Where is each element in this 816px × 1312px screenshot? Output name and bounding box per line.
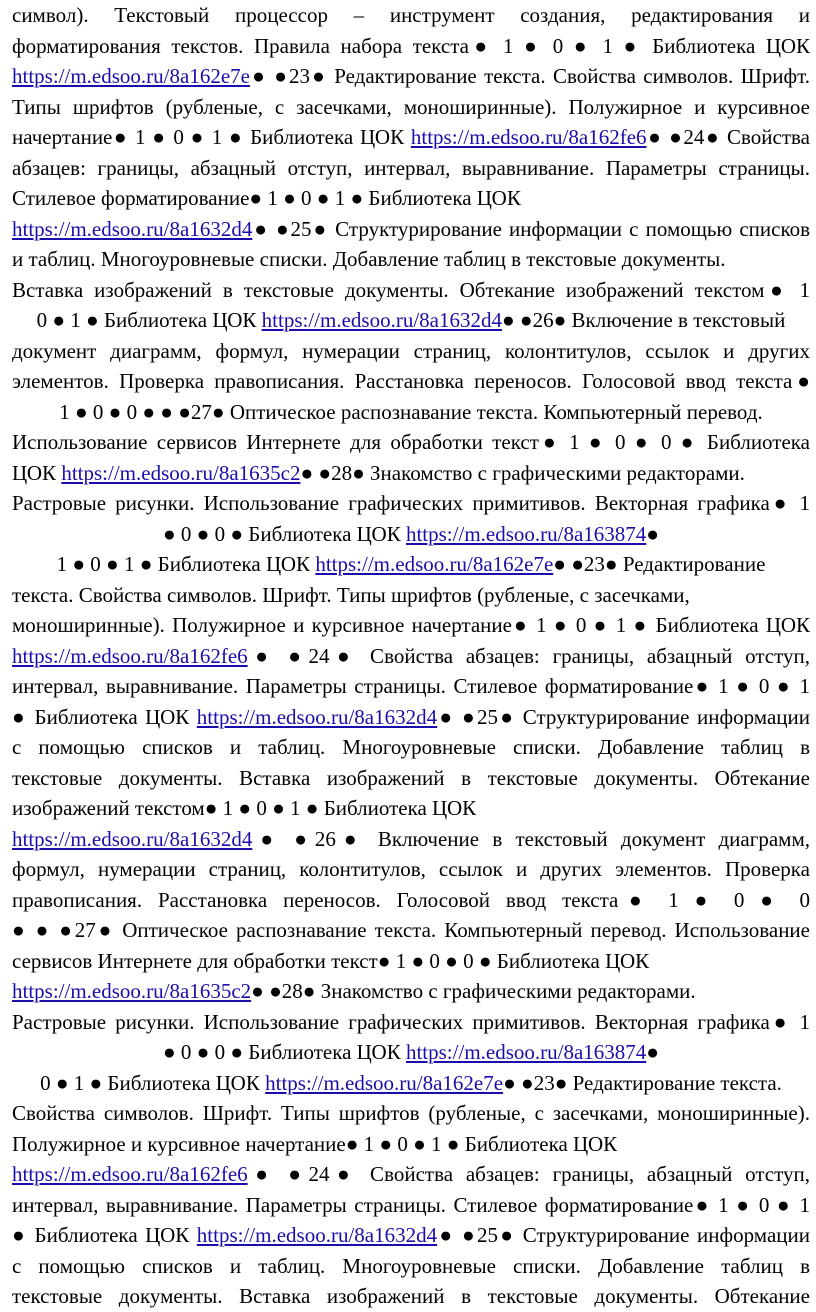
- line-text: ● ● ●27● Оптическое распознавание текста. Компьютерный перевод. Использование: [12, 918, 810, 942]
- line-text: ● ●26● Включение в текстовый: [501, 308, 786, 332]
- line-text: изображений текстом● 1 ● 0 ● 1 ● Библиотека ЦОК: [12, 796, 477, 820]
- line-text: интервал, выравнивание. Параметры страницы. Стилевое форматирование● 1 ● 0 ● 1: [12, 674, 810, 698]
- line-text: ● ●23● Редактирование: [553, 552, 766, 576]
- edsoo-library-link[interactable]: https://m.edsoo.ru/8a162fe6: [410, 125, 647, 149]
- text-line: [12, 1251, 810, 1282]
- edsoo-library-link[interactable]: https://m.edsoo.ru/8a1632d4: [12, 216, 253, 241]
- line-text: ● 0 ● 0 ● Библиотека ЦОК: [163, 521, 406, 546]
- text-line: [12, 610, 810, 641]
- line-text: с помощью списков и таблиц. Многоуровневые списки. Добавление таблиц в: [12, 735, 810, 759]
- line-text: ● 0 ● 0 ● Библиотека ЦОК: [163, 1040, 406, 1064]
- line-text: Растровые рисунки. Использование графических примитивов. Векторная графика● 1: [12, 491, 810, 515]
- line-text: начертание● 1 ● 0 ● 1 ● Библиотека ЦОК: [12, 125, 411, 149]
- line-text: 1 ● 0 ● 0 ● ● ●27● Оптическое распознавание текста. Компьютерный перевод.: [59, 399, 763, 424]
- line-text: ● ●24● Свойства абзацев: границы, абзацный отступ,: [247, 1162, 810, 1186]
- text-line: [12, 458, 810, 489]
- text-line: [12, 671, 810, 702]
- text-line: [12, 305, 810, 336]
- text-line: [12, 641, 810, 672]
- text-line: [12, 275, 810, 306]
- text-line: [12, 519, 810, 550]
- line-text: ● ●25● Структурирование информации: [437, 704, 810, 729]
- text-line: [12, 92, 810, 123]
- edsoo-library-link[interactable]: https://m.edsoo.ru/8a1632d4: [261, 308, 502, 332]
- text-line: [12, 153, 810, 184]
- text-line: [12, 336, 810, 367]
- line-text: ●: [646, 1040, 659, 1064]
- text-line: [12, 549, 810, 580]
- line-text: ● ●25● Структурирование информации: [437, 1223, 810, 1247]
- text-line: [12, 244, 810, 275]
- text-line: [12, 397, 810, 428]
- text-line: [12, 1220, 810, 1251]
- text-line: [12, 1098, 810, 1129]
- text-line: [12, 61, 810, 92]
- line-text: Вставка изображений в текстовые документы. Обтекание изображений текстом● 1: [12, 277, 810, 302]
- line-text: ●: [646, 521, 659, 546]
- text-line: [12, 31, 810, 62]
- edsoo-library-link[interactable]: https://m.edsoo.ru/8a162e7e: [315, 552, 554, 576]
- text-line: [12, 763, 810, 794]
- text-line: [12, 580, 810, 611]
- text-line: [12, 946, 810, 977]
- line-text: формул, нумерации страниц, колонтитулов, ссылок и других элементов. Проверка: [12, 857, 810, 881]
- edsoo-library-link[interactable]: https://m.edsoo.ru/8a1632d4: [12, 826, 253, 851]
- edsoo-library-link[interactable]: https://m.edsoo.ru/8a162e7e: [12, 64, 250, 88]
- edsoo-library-link[interactable]: https://m.edsoo.ru/8a163874: [405, 521, 647, 546]
- edsoo-library-link[interactable]: https://m.edsoo.ru/8a1632d4: [196, 704, 438, 729]
- line-text: Полужирное и курсивное начертание● 1 ● 0 ● 1 ● Библиотека ЦОК: [12, 1131, 618, 1156]
- text-line: [12, 1129, 810, 1160]
- line-text: с помощью списков и таблиц. Многоуровневые списки. Добавление таблиц в: [12, 1253, 810, 1278]
- text-line: [12, 1068, 810, 1099]
- line-text: ЦОК: [12, 460, 62, 485]
- line-text: правописания. Расстановка переносов. Голосовой ввод текста● 1 ● 0 ● 0: [12, 887, 810, 912]
- text-line: [12, 915, 810, 946]
- line-text: текста. Свойства символов. Шрифт. Типы шрифтов (рубленые, с засечками,: [12, 582, 690, 607]
- text-line: [12, 854, 810, 885]
- line-text: символ). Текстовый процессор – инструмент создания, редактирования и: [12, 3, 810, 27]
- line-text: ● ●24● Свойства: [646, 125, 810, 149]
- text-line: [12, 1281, 810, 1312]
- line-text: 0 ● 1 ● Библиотека ЦОК: [40, 1070, 266, 1095]
- edsoo-library-link[interactable]: https://m.edsoo.ru/8a163874: [405, 1040, 647, 1064]
- line-text: ● ●28● Знакомство с графическими редакторами.: [251, 979, 696, 1003]
- line-text: Использование сервисов Интернете для обработки текст● 1 ● 0 ● 0 ● Библиотека: [12, 430, 810, 454]
- text-line: [12, 122, 810, 153]
- text-line: [12, 793, 810, 824]
- line-text: и таблиц. Многоуровневые списки. Добавление таблиц в текстовые документы.: [12, 247, 726, 271]
- text-line: [12, 976, 810, 1007]
- text-line: [12, 1037, 810, 1068]
- text-line: [12, 488, 810, 519]
- line-text: 1 ● 0 ● 1 ● Библиотека ЦОК: [56, 552, 316, 576]
- line-text: документ диаграмм, формул, нумерации страниц, колонтитулов, ссылок и других: [12, 338, 810, 363]
- line-text: ● Библиотека ЦОК: [12, 1223, 197, 1247]
- line-text: элементов. Проверка правописания. Расстановка переносов. Голосовой ввод текста●: [12, 369, 810, 393]
- line-text: текстовые документы. Вставка изображений в текстовые документы. Обтекание: [12, 765, 810, 790]
- edsoo-library-link[interactable]: https://m.edsoo.ru/8a162fe6: [12, 643, 248, 668]
- text-line: [12, 824, 810, 855]
- line-text: ● ●23● Редактирование текста. Свойства символов. Шрифт.: [249, 64, 810, 88]
- text-line: [12, 732, 810, 763]
- line-text: моноширинные). Полужирное и курсивное начертание● 1 ● 0 ● 1 ● Библиотека ЦОК: [12, 613, 810, 637]
- text-line: [12, 702, 810, 733]
- edsoo-library-link[interactable]: https://m.edsoo.ru/8a1632d4: [196, 1223, 438, 1247]
- text-line: [12, 885, 810, 916]
- edsoo-library-link[interactable]: https://m.edsoo.ru/8a162fe6: [12, 1162, 248, 1186]
- text-line: [12, 366, 810, 397]
- line-text: Растровые рисунки. Использование графических примитивов. Векторная графика● 1: [12, 1009, 810, 1034]
- text-line: [12, 1159, 810, 1190]
- text-line: [12, 0, 810, 31]
- text-line: [12, 183, 810, 214]
- text-line: [12, 214, 810, 245]
- edsoo-library-link[interactable]: https://m.edsoo.ru/8a1635c2: [61, 460, 301, 485]
- line-text: ● ●28● Знакомство с графическими редакторами.: [300, 460, 745, 485]
- text-line: [12, 1190, 810, 1221]
- line-text: ● ●25● Структурирование информации с помощью списков: [252, 216, 810, 241]
- line-text: ● ●26● Включение в текстовый документ диаграмм,: [252, 826, 810, 851]
- line-text: 0 ● 1 ● Библиотека ЦОК: [36, 308, 262, 332]
- edsoo-library-link[interactable]: https://m.edsoo.ru/8a162e7e: [265, 1070, 504, 1095]
- line-text: интервал, выравнивание. Параметры страницы. Стилевое форматирование● 1 ● 0 ● 1: [12, 1192, 810, 1217]
- line-text: Стилевое форматирование● 1 ● 0 ● 1 ● Библиотека ЦОК: [12, 186, 521, 210]
- line-text: ● Библиотека ЦОК: [12, 704, 197, 729]
- line-text: сервисов Интернете для обработки текст● 1 ● 0 ● 0 ● Библиотека ЦОК: [12, 948, 650, 973]
- text-line: [12, 1007, 810, 1038]
- line-text: текстовые документы. Вставка изображений в текстовые документы. Обтекание: [12, 1284, 810, 1308]
- line-text: ● ●24● Свойства абзацев: границы, абзацный отступ,: [247, 643, 810, 668]
- edsoo-library-link[interactable]: https://m.edsoo.ru/8a1635c2: [12, 979, 252, 1003]
- line-text: Свойства символов. Шрифт. Типы шрифтов (рубленые, с засечками, моноширинные).: [12, 1101, 810, 1125]
- line-text: Типы шрифтов (рубленые, с засечками, моноширинные). Полужирное и курсивное: [12, 94, 810, 119]
- text-line: [12, 427, 810, 458]
- line-text: форматирования текстов. Правила набора текста● 1 ● 0 ● 1 ● Библиотека ЦОК: [12, 33, 810, 58]
- line-text: абзацев: границы, абзацный отступ, интервал, выравнивание. Параметры страницы.: [12, 155, 810, 180]
- line-text: ● ●23● Редактирование текста.: [503, 1070, 782, 1095]
